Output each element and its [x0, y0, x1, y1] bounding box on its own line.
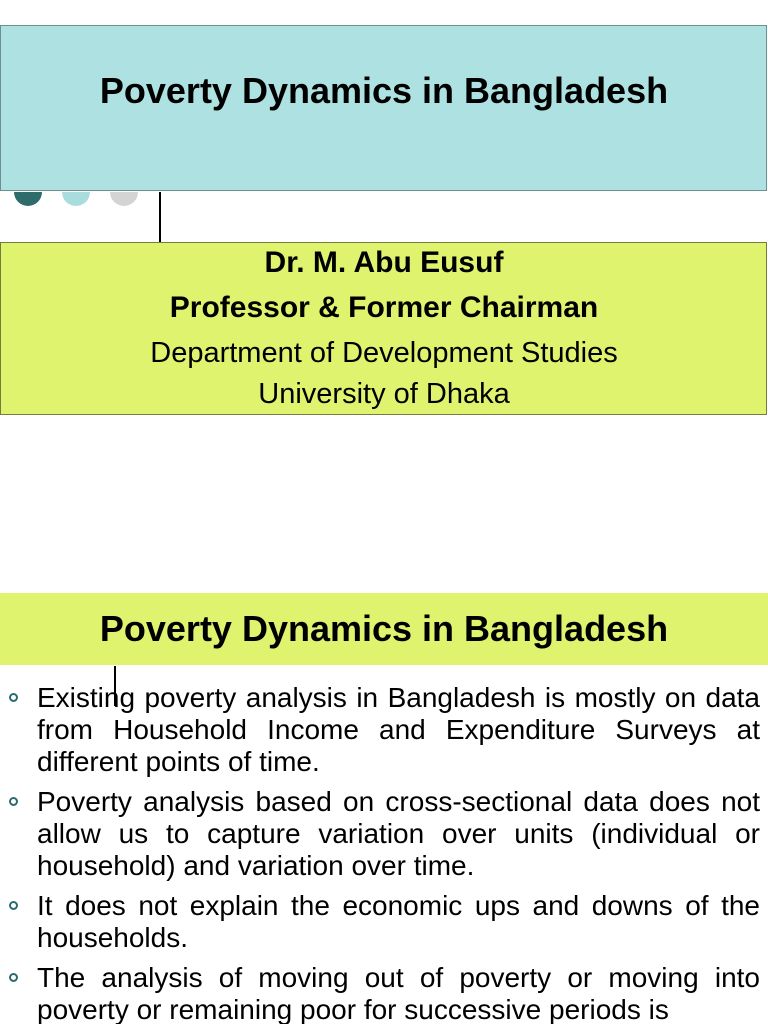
bullet-text: It does not explain the economic ups and downs of the households. [37, 890, 760, 953]
bullet-circle-icon [9, 901, 18, 910]
author-name: Dr. M. Abu Eusuf [264, 246, 504, 279]
slide2-title: Poverty Dynamics in Bangladesh [99, 608, 669, 649]
bullet-text: Existing poverty analysis in Bangladesh is mostly on data from Household Income and Expenditure Surveys at different points of time. [37, 682, 760, 777]
dot-dark-teal [14, 192, 42, 206]
bullet-circle-icon [9, 973, 18, 982]
slide1-title: Poverty Dynamics in Bangladesh [99, 70, 669, 111]
bullet-item [0, 962, 768, 1024]
author-department: Department of Development Studies [150, 337, 618, 369]
bullet-item [0, 890, 768, 954]
bullet-circle-icon [9, 693, 18, 702]
dot-light-teal [62, 192, 90, 206]
dot-gray [110, 192, 138, 206]
bullet-text: Poverty analysis based on cross-sectional data does not allow us to capture variation over units (individual or household) and variation over time. [37, 786, 760, 881]
connector-line [159, 192, 161, 242]
bullet-text: The analysis of moving out of poverty or moving into poverty or remaining poor for successive periods is [37, 962, 760, 1024]
bullet-item [0, 682, 768, 778]
bullet-list [0, 682, 768, 1024]
bullet-item [0, 786, 768, 882]
author-role: Professor & Former Chairman [169, 291, 599, 324]
decorative-dots [0, 192, 140, 208]
author-university: University of Dhaka [258, 378, 510, 410]
bullet-circle-icon [9, 797, 18, 806]
